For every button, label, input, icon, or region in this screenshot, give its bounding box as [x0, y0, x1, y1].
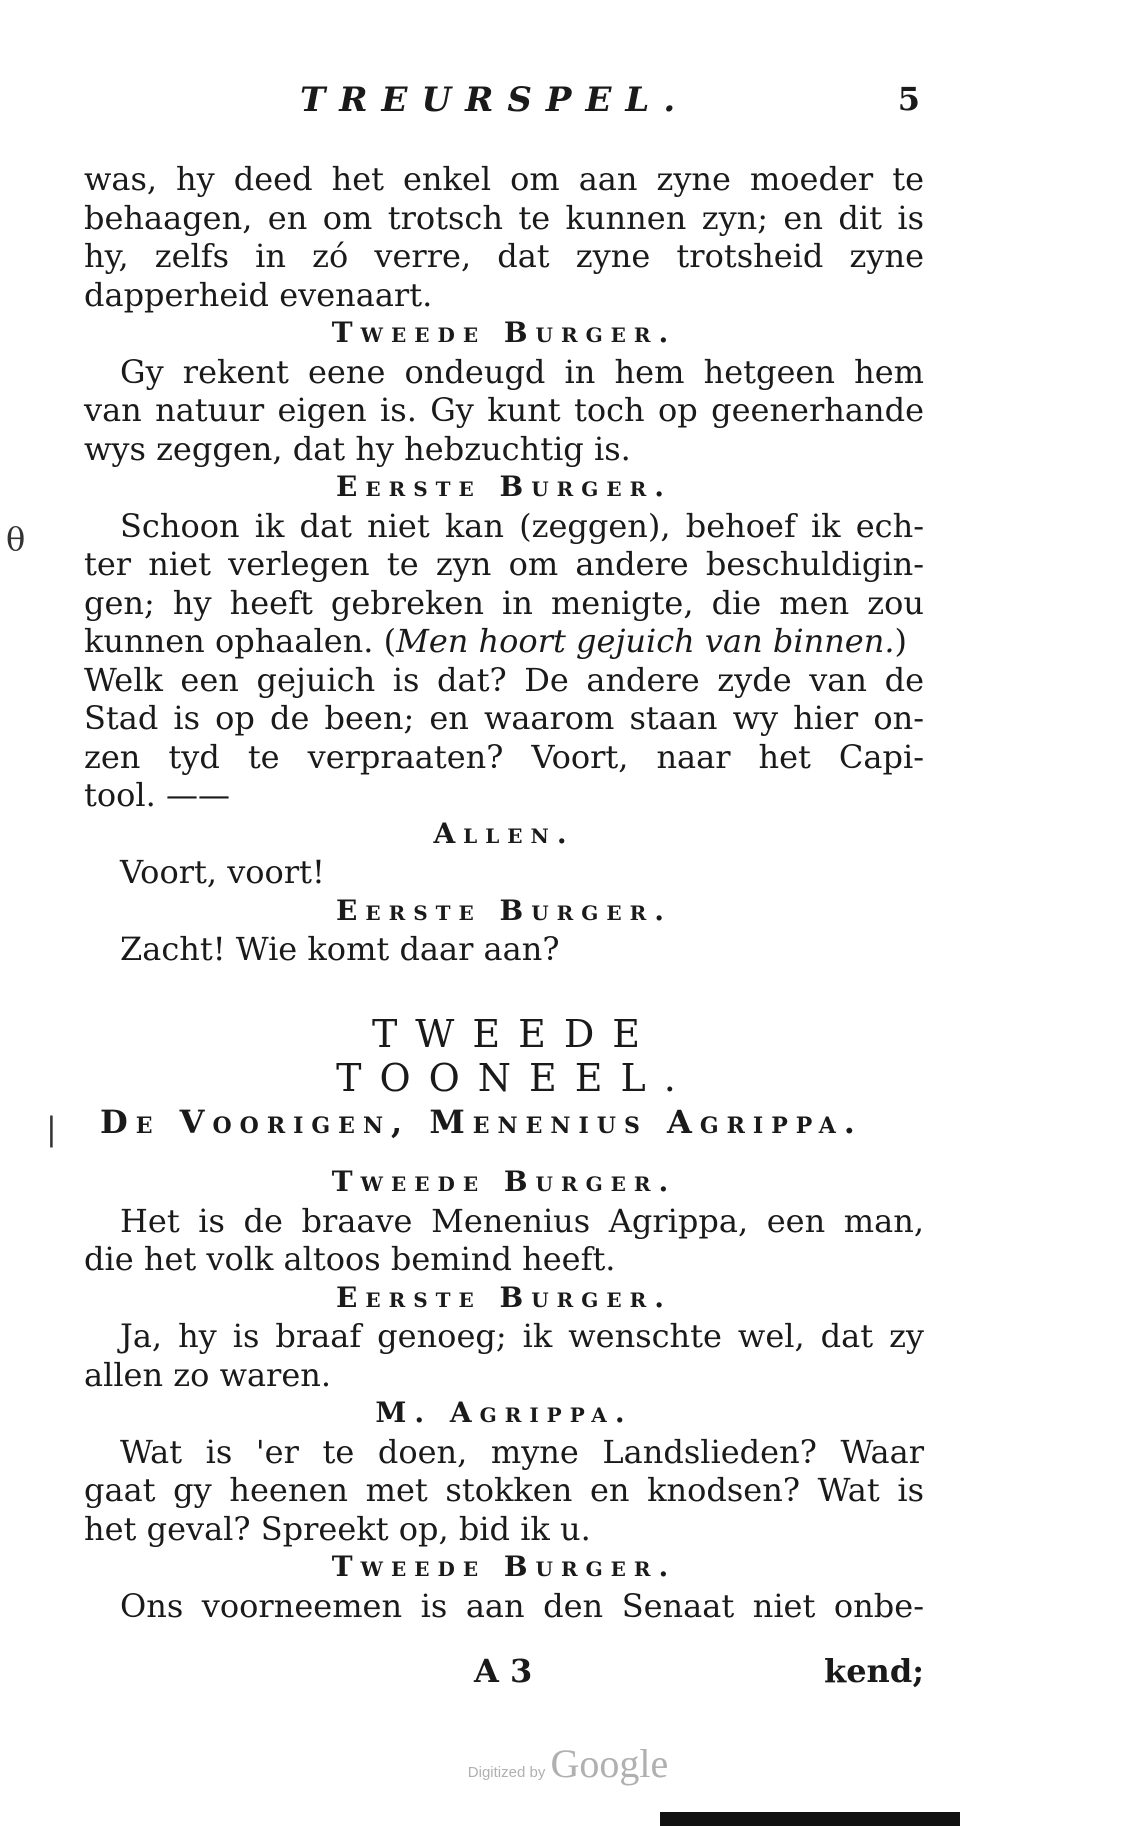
text-line: was, hy deed het enkel om aan zyne moeder te	[84, 160, 924, 198]
running-title: TREURSPEL.	[300, 80, 690, 120]
text-line: van natuur eigen is. Gy kunt toch op geenerhande	[84, 391, 924, 429]
cast-list: De Voorigen, Menenius Agrippa.	[100, 1103, 863, 1141]
margin-tick-icon: |	[46, 1110, 57, 1148]
text-line: Schoon ik dat niet kan (zeggen), behoef ik ech-	[120, 506, 924, 545]
text-line: Het is de braave Menenius Agrippa, een man,	[120, 1201, 924, 1240]
text-line: tool. ——	[84, 776, 230, 814]
watermark-prefix: Digitized by	[467, 1764, 546, 1781]
stage-direction-line	[84, 622, 924, 661]
speaker-heading: Eerste Burger.	[336, 1280, 672, 1314]
text-line: Ons voorneemen is aan den Senaat niet onbe-	[120, 1586, 924, 1625]
page-number: 5	[897, 80, 920, 118]
text-line: het geval? Spreekt op, bid ik u.	[84, 1509, 591, 1548]
text-line: allen zo waren.	[84, 1355, 332, 1394]
margin-mark-icon: θ	[6, 520, 26, 558]
watermark-brand: Google	[550, 1741, 669, 1786]
catchword-line	[84, 1652, 924, 1692]
speaker-heading: Tweede Burger.	[331, 1550, 677, 1583]
speaker-heading: Eerste Burger.	[336, 893, 672, 927]
text-line: gaat gy heenen met stokken en knodsen? Wat is	[84, 1471, 924, 1509]
text-line: Ja, hy is braaf genoeg; ik wenschte wel, dat zy	[120, 1317, 924, 1355]
speaker-heading: M. Agrippa.	[375, 1396, 633, 1429]
speaker-heading: Eerste Burger.	[336, 470, 672, 503]
text-fragment: kunnen ophaalen. (	[84, 622, 397, 660]
text-line: gen; hy heeft gebreken in menigte, die men zou	[84, 583, 924, 622]
text-line: Stad is op de been; en waarom staan wy hier on-	[84, 699, 924, 737]
text-line: wys zeggen, dat hy hebzuchtig is.	[84, 429, 631, 468]
dialogue-block-2	[84, 1163, 924, 1625]
signature-mark: A 3	[474, 1652, 533, 1690]
text-line: Welk een gejuich is dat? De andere zyde van de	[84, 660, 924, 699]
text-line: hy, zelfs in zó verre, dat zyne trotsheid zyne	[84, 237, 924, 275]
text-line: behaagen, en om trotsch te kunnen zyn; en dit is	[84, 198, 924, 237]
text-fragment: )	[894, 622, 907, 660]
text-line: zen tyd te verpraaten? Voort, naar het Capi-	[84, 737, 924, 776]
text-line: ter niet verlegen te zyn om andere beschuldigin-	[84, 545, 924, 583]
text-line: die het volk altoos bemind heeft.	[84, 1240, 616, 1278]
catchword: kend;	[824, 1652, 924, 1690]
text-line: Gy rekent eene ondeugd in hem hetgeen hem	[120, 352, 924, 391]
digitization-watermark	[0, 1740, 1136, 1787]
speaker-heading: Tweede Burger.	[331, 316, 677, 349]
text-line: Zacht! Wie komt daar aan?	[120, 930, 560, 968]
dialogue-block-1	[84, 160, 924, 969]
speaker-heading: Allen.	[433, 816, 575, 850]
text-line: Voort, voort!	[120, 853, 325, 891]
speaker-heading: Tweede Burger.	[331, 1165, 677, 1198]
running-header	[300, 80, 920, 120]
scan-edge-shadow	[660, 1812, 960, 1826]
stage-direction: Men hoort gejuich van binnen.	[396, 622, 895, 660]
text-line: dapperheid evenaart.	[84, 275, 433, 314]
text-line: Wat is 'er te doen, myne Landslieden? Waar	[120, 1432, 924, 1471]
scene-title: TWEEDE TOONEEL.	[336, 1012, 694, 1100]
